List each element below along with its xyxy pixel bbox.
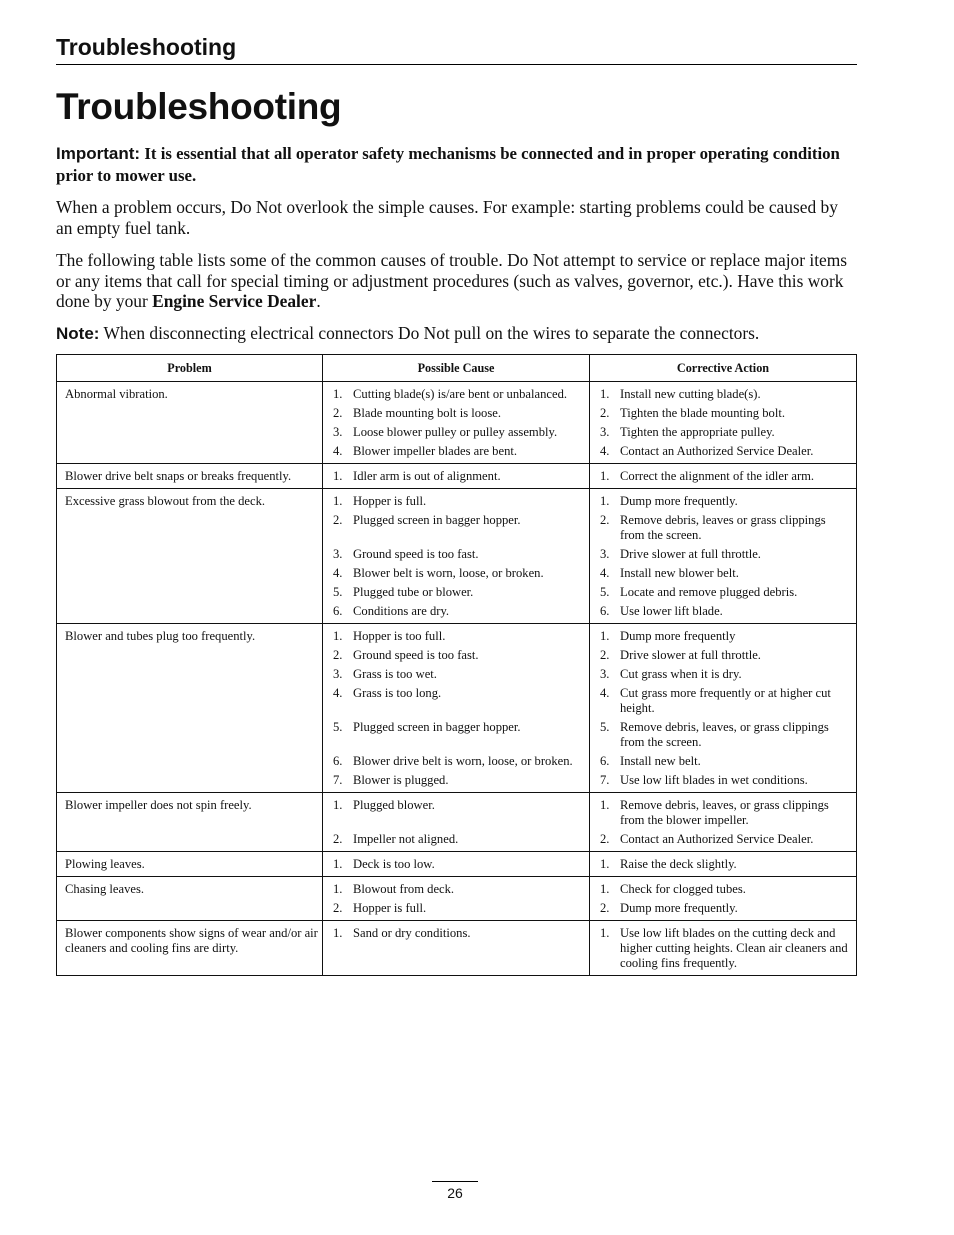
engine-service-dealer: Engine Service Dealer [152, 291, 317, 311]
table-row [57, 793, 857, 852]
problem-cell: Excessive grass blowout from the deck. [57, 489, 323, 624]
item-number: 2. [600, 406, 610, 420]
item-number: 1. [600, 882, 610, 896]
list-item [331, 901, 585, 916]
corrective-action-cell [590, 877, 857, 921]
list-item [598, 513, 852, 543]
cause-list [331, 387, 585, 459]
item-number: 6. [600, 754, 610, 768]
list-item [598, 469, 852, 484]
item-number: 3. [600, 667, 610, 681]
corrective-action-cell [590, 489, 857, 624]
item-number: 5. [333, 720, 343, 734]
item-text: Plugged blower. [353, 798, 435, 812]
item-number: 2. [333, 832, 343, 846]
list-item [598, 604, 852, 619]
item-number: 1. [600, 926, 610, 940]
item-text: Plugged tube or blower. [353, 585, 474, 599]
possible-cause-cell [323, 877, 590, 921]
item-number: 1. [333, 926, 343, 940]
list-item [598, 629, 852, 644]
item-text: Drive slower at full throttle. [620, 648, 761, 662]
item-text: Raise the deck slightly. [620, 857, 737, 871]
item-text: Check for clogged tubes. [620, 882, 746, 896]
table-body [57, 382, 857, 976]
cause-list [331, 857, 585, 872]
possible-cause-cell [323, 489, 590, 624]
item-number: 1. [333, 798, 343, 812]
list-item [331, 686, 585, 716]
item-text: Install new belt. [620, 754, 701, 768]
note-paragraph [56, 323, 856, 345]
item-number: 5. [600, 720, 610, 734]
corrective-action-cell [590, 464, 857, 489]
item-text: Install new blower belt. [620, 566, 739, 580]
cause-list [331, 629, 585, 788]
item-text: Idler arm is out of alignment. [353, 469, 501, 483]
possible-cause-cell [323, 852, 590, 877]
item-text: Tighten the blade mounting bolt. [620, 406, 785, 420]
table-header-row [57, 355, 857, 382]
item-number: 4. [333, 566, 343, 580]
service-paragraph [56, 250, 856, 312]
list-item [331, 926, 585, 971]
problem-cell: Plowing leaves. [57, 852, 323, 877]
list-item [598, 387, 852, 402]
header-divider [56, 64, 857, 65]
list-item [598, 754, 852, 769]
list-item [331, 832, 585, 847]
problem-cell: Blower and tubes plug too frequently. [57, 624, 323, 793]
item-number: 6. [333, 754, 343, 768]
item-number: 3. [333, 547, 343, 561]
list-item [331, 720, 585, 750]
list-item [598, 686, 852, 716]
item-number: 6. [333, 604, 343, 618]
important-label: Important: [56, 144, 141, 163]
list-item [331, 513, 585, 543]
item-number: 2. [333, 513, 343, 527]
item-number: 2. [333, 648, 343, 662]
important-notice [56, 143, 856, 186]
list-item [598, 720, 852, 750]
item-text: Plugged screen in bagger hopper. [353, 720, 521, 734]
list-item [598, 857, 852, 872]
action-list [598, 494, 852, 619]
corrective-action-cell [590, 624, 857, 793]
item-number: 1. [600, 857, 610, 871]
item-number: 1. [333, 629, 343, 643]
item-text: Use low lift blades on the cutting deck and higher cutting heights. Clean air cleaners and cooling fins frequently. [620, 926, 848, 970]
list-item [331, 629, 585, 644]
table-row [57, 382, 857, 464]
item-text: Remove debris, leaves, or grass clippings from the blower impeller. [620, 798, 829, 827]
item-number: 5. [600, 585, 610, 599]
action-list [598, 469, 852, 484]
possible-cause-cell [323, 921, 590, 976]
page-number: 26 [447, 1185, 463, 1201]
column-header-corrective-action: Corrective Action [590, 355, 857, 382]
item-text: Blowout from deck. [353, 882, 455, 896]
corrective-action-cell [590, 793, 857, 852]
item-text: Correct the alignment of the idler arm. [620, 469, 815, 483]
item-text: Dump more frequently [620, 629, 736, 643]
problem-cell: Blower impeller does not spin freely. [57, 793, 323, 852]
list-item [331, 387, 585, 402]
item-number: 1. [333, 494, 343, 508]
item-text: Contact an Authorized Service Dealer. [620, 832, 814, 846]
list-item [331, 406, 585, 421]
corrective-action-cell [590, 382, 857, 464]
intro-paragraph: When a problem occurs, Do Not overlook the simple causes. For example: starting problems could be caused by an empty fuel tank. [56, 197, 838, 238]
table-row [57, 464, 857, 489]
possible-cause-cell [323, 624, 590, 793]
table-row [57, 877, 857, 921]
item-text: Ground speed is too fast. [353, 648, 479, 662]
list-item [331, 754, 585, 769]
list-item [598, 406, 852, 421]
item-text: Conditions are dry. [353, 604, 450, 618]
list-item [331, 494, 585, 509]
action-list [598, 629, 852, 788]
list-item [331, 604, 585, 619]
possible-cause-cell [323, 464, 590, 489]
footer-divider [432, 1181, 478, 1182]
item-number: 2. [333, 901, 343, 915]
list-item [598, 585, 852, 600]
item-number: 4. [600, 686, 610, 700]
item-number: 1. [333, 469, 343, 483]
item-text: Install new cutting blade(s). [620, 387, 761, 401]
item-number: 2. [600, 832, 610, 846]
list-item [598, 901, 852, 916]
item-text: Drive slower at full throttle. [620, 547, 761, 561]
item-number: 4. [600, 566, 610, 580]
item-number: 3. [333, 667, 343, 681]
list-item [598, 832, 852, 847]
corrective-action-cell [590, 852, 857, 877]
item-text: Deck is too low. [353, 857, 435, 871]
problem-cell: Abnormal vibration. [57, 382, 323, 464]
item-number: 5. [333, 585, 343, 599]
list-item [598, 667, 852, 682]
table-row [57, 852, 857, 877]
item-text: Remove debris, leaves or grass clippings from the screen. [620, 513, 826, 542]
item-text: Cut grass more frequently or at higher cut height. [620, 686, 831, 715]
item-text: Dump more frequently. [620, 494, 738, 508]
item-text: Dump more frequently. [620, 901, 738, 915]
item-number: 2. [600, 648, 610, 662]
item-number: 4. [333, 686, 343, 700]
table-row [57, 921, 857, 976]
list-item [331, 469, 585, 484]
important-text: It is essential that all operator safety mechanisms be connected and in proper operating condition prior to mower use. [56, 144, 840, 185]
list-item [598, 798, 852, 828]
item-text: Hopper is too full. [353, 629, 446, 643]
note-text: When disconnecting electrical connectors Do Not pull on the wires to separate the connectors. [103, 323, 760, 343]
item-text: Grass is too long. [353, 686, 442, 700]
list-item [331, 857, 585, 872]
list-item [331, 667, 585, 682]
item-number: 2. [600, 901, 610, 915]
cause-list [331, 469, 585, 484]
list-item [331, 425, 585, 440]
item-text: Sand or dry conditions. [353, 926, 471, 940]
list-item [598, 773, 852, 788]
list-item [598, 547, 852, 562]
list-item [331, 882, 585, 897]
item-text: Hopper is full. [353, 494, 427, 508]
item-text: Blower belt is worn, loose, or broken. [353, 566, 544, 580]
column-header-possible-cause: Possible Cause [323, 355, 590, 382]
item-number: 1. [333, 387, 343, 401]
item-number: 3. [600, 425, 610, 439]
service-paragraph-end: . [316, 291, 321, 311]
page-title: Troubleshooting [56, 86, 342, 127]
problem-cell: Blower components show signs of wear and/or air cleaners and cooling fins are dirty. [57, 921, 323, 976]
problem-cell: Blower drive belt snaps or breaks frequently. [57, 464, 323, 489]
item-number: 1. [600, 469, 610, 483]
cause-list [331, 882, 585, 916]
item-text: Blower is plugged. [353, 773, 449, 787]
item-number: 4. [333, 444, 343, 458]
list-item [598, 494, 852, 509]
item-number: 6. [600, 604, 610, 618]
item-text: Blower drive belt is worn, loose, or broken. [353, 754, 573, 768]
item-number: 1. [600, 798, 610, 812]
section-header-title: Troubleshooting [56, 34, 237, 60]
item-text: Blower impeller blades are bent. [353, 444, 518, 458]
troubleshooting-table [56, 354, 857, 976]
item-number: 3. [333, 425, 343, 439]
action-list [598, 798, 852, 847]
list-item [331, 566, 585, 581]
item-text: Loose blower pulley or pulley assembly. [353, 425, 558, 439]
item-number: 1. [333, 882, 343, 896]
action-list [598, 857, 852, 872]
action-list [598, 387, 852, 459]
list-item [598, 566, 852, 581]
cause-list [331, 494, 585, 619]
list-item [331, 648, 585, 663]
item-text: Locate and remove plugged debris. [620, 585, 798, 599]
list-item [331, 773, 585, 788]
cause-list [331, 798, 585, 847]
item-number: 1. [600, 387, 610, 401]
item-text: Cut grass when it is dry. [620, 667, 742, 681]
item-text: Cutting blade(s) is/are bent or unbalanced. [353, 387, 568, 401]
list-item [331, 547, 585, 562]
item-number: 4. [600, 444, 610, 458]
item-text: Use low lift blades in wet conditions. [620, 773, 808, 787]
item-number: 2. [333, 406, 343, 420]
possible-cause-cell [323, 793, 590, 852]
note-label: Note: [56, 324, 100, 343]
item-text: Blade mounting bolt is loose. [353, 406, 501, 420]
item-text: Hopper is full. [353, 901, 427, 915]
corrective-action-cell [590, 921, 857, 976]
item-text: Contact an Authorized Service Dealer. [620, 444, 814, 458]
item-number: 7. [333, 773, 343, 787]
possible-cause-cell [323, 382, 590, 464]
table-row [57, 624, 857, 793]
list-item [331, 444, 585, 459]
item-number: 2. [600, 513, 610, 527]
service-paragraph-text: The following table lists some of the common causes of trouble. Do Not attempt to service or replace major items or any items that call for special timing or adjustment procedures (such as valves, governor, etc.). Have this work done by your [56, 250, 848, 311]
item-number: 1. [600, 494, 610, 508]
action-list [598, 926, 852, 971]
item-text: Use lower lift blade. [620, 604, 723, 618]
item-number: 7. [600, 773, 610, 787]
list-item [598, 926, 852, 971]
column-header-problem: Problem [57, 355, 323, 382]
item-text: Impeller not aligned. [353, 832, 459, 846]
list-item [598, 425, 852, 440]
item-text: Plugged screen in bagger hopper. [353, 513, 521, 527]
list-item [331, 585, 585, 600]
item-number: 3. [600, 547, 610, 561]
item-text: Remove debris, leaves, or grass clippings from the screen. [620, 720, 829, 749]
action-list [598, 882, 852, 916]
item-number: 1. [600, 629, 610, 643]
item-text: Ground speed is too fast. [353, 547, 479, 561]
list-item [598, 444, 852, 459]
item-text: Grass is too wet. [353, 667, 437, 681]
list-item [598, 648, 852, 663]
table-row [57, 489, 857, 624]
item-text: Tighten the appropriate pulley. [620, 425, 775, 439]
cause-list [331, 926, 585, 971]
list-item [598, 882, 852, 897]
list-item [331, 798, 585, 828]
problem-cell: Chasing leaves. [57, 877, 323, 921]
item-number: 1. [333, 857, 343, 871]
